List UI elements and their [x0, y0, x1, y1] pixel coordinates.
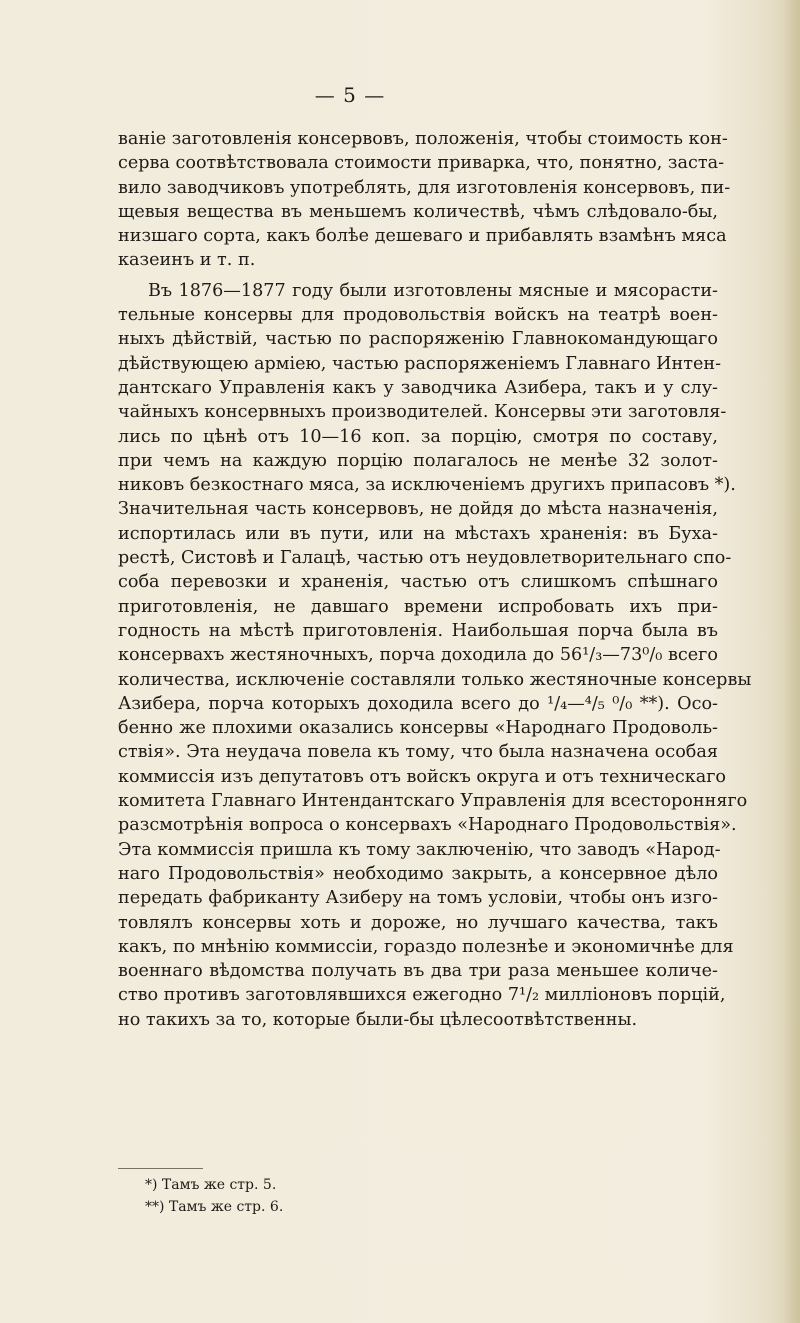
text-line: ствія». Эта неудача повела къ тому, что была назначена особая — [118, 742, 718, 763]
text-line: комитета Главнаго Интендантскаго Управленія для всесторонняго — [118, 791, 748, 812]
text-line: ныхъ дѣйствій, частью по распоряженію Главнокомандующаго — [118, 329, 718, 350]
page-edge-shadow — [782, 0, 800, 1323]
text-line: бенно же плохими оказались консервы «Народнаго Продоволь- — [118, 718, 718, 739]
text-line: ство противъ заготовлявшихся ежегодно 7¹/₂ милліоновъ порцій, — [118, 985, 726, 1006]
text-line: приготовленія, не давшаго времени испробовать ихъ при- — [118, 596, 718, 617]
text-line: консервахъ жестяночныхъ, порча доходила до 56¹/₃—73⁰/₀ всего — [118, 645, 718, 666]
footnote: **) Тамъ же стр. 6. — [145, 1199, 284, 1215]
text-line: количества, исключеніе составляли только жестяночные консервы — [118, 669, 752, 690]
text-line: чайныхъ консервныхъ производителей. Консервы эти заготовля- — [118, 402, 727, 423]
text-line: серва соотвѣтствовала стоимости приварка, что, понятно, заста- — [118, 153, 725, 174]
text-line: тельные консервы для продовольствія войскъ на театрѣ воен- — [118, 305, 718, 326]
text-line: соба перевозки и храненія, частью отъ слишкомъ спѣшнаго — [118, 572, 718, 593]
text-line: коммиссія изъ депутатовъ отъ войскъ округа и отъ техническаго — [118, 766, 726, 787]
main-text — [118, 127, 752, 1032]
footnotes — [145, 1174, 283, 1218]
text-line: Эта коммиссія пришла къ тому заключенію, что заводъ «Народ- — [118, 839, 721, 860]
text-line: щевыя вещества въ меньшемъ количествѣ, чѣмъ слѣдовало-бы, — [118, 201, 718, 222]
footnote: *) Тамъ же стр. 5. — [145, 1177, 277, 1193]
text-line: годность на мѣстѣ приготовленія. Наибольшая порча была въ — [118, 620, 718, 641]
text-line: рестѣ, Систовѣ и Галацѣ, частью отъ неудовлетворительнаго спо- — [118, 548, 732, 569]
text-line: разсмотрѣнія вопроса о консервахъ «Народнаго Продовольствія». — [118, 815, 737, 836]
text-line: лись по цѣнѣ отъ 10—16 коп. за порцію, смотря по составу, — [118, 426, 718, 447]
text-line: наго Продовольствія» необходимо закрыть, а консервное дѣло — [118, 863, 718, 884]
text-line: товлялъ консервы хоть и дороже, но лучшаго качества, такъ — [118, 912, 718, 933]
text-line: ваніе заготовленія консервовъ, положенія, чтобы стоимость кон- — [118, 129, 728, 149]
text-line: Въ 1876—1877 году были изготовлены мясные и мясорасти- — [148, 280, 718, 301]
text-line: какъ, по мнѣнію коммиссіи, гораздо полезнѣе и экономичнѣе для — [118, 936, 734, 957]
text-line: Азибера, порча которыхъ доходила всего до ¹/₄—⁴/₅ ⁰/₀ **). Осо- — [118, 693, 718, 714]
text-line: при чемъ на каждую порцію полагалось не менѣе 32 золот- — [118, 450, 718, 471]
paragraph-2 — [118, 279, 752, 1032]
text-line: казеинъ и т. п. — [118, 250, 256, 271]
text-line: испортилась или въ пути, или на мѣстахъ храненія: въ Буха- — [118, 523, 718, 544]
text-line: низшаго сорта, какъ болѣе дешеваго и прибавлять взамѣнъ мяса — [118, 226, 727, 247]
text-line: дантскаго Управленія какъ у заводчика Азибера, такъ и у слу- — [118, 377, 718, 398]
footnote-divider — [118, 1168, 203, 1169]
text-line: вило заводчиковъ употреблять, для изготовленія консервовъ, пи- — [118, 177, 731, 198]
text-line: дѣйствующею арміею, частью распоряженіемъ Главнаго Интен- — [118, 353, 722, 374]
text-line: передать фабриканту Азиберу на томъ условіи, чтобы онъ изго- — [118, 888, 718, 909]
text-line: но такихъ за то, которые были-бы цѣлесоотвѣтственны. — [118, 1009, 638, 1030]
text-line: никовъ безкостнаго мяса, за исключеніемъ другихъ припасовъ *). — [118, 475, 736, 496]
text-line: Значительная часть консервовъ, не дойдя до мѣста назначенія, — [118, 499, 718, 520]
paragraph-1 — [118, 127, 731, 273]
text-line: военнаго вѣдомства получать въ два три раза меньшее количе- — [118, 961, 718, 982]
page-number: — 5 — — [314, 83, 386, 107]
